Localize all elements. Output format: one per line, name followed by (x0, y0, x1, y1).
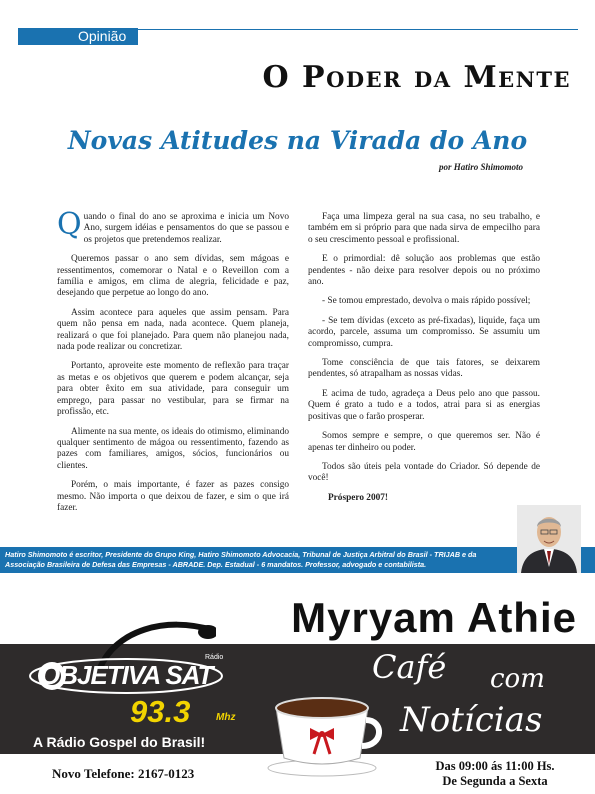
paragraph: - Se tem dívidas (exceto as pré-fixadas), liquide, faça um acordo, parcele, assuma um compromisso. Se assumiu um compromisso, cumpra. (308, 315, 540, 349)
article-column-left (57, 207, 289, 522)
cafe-title: Café (372, 648, 447, 686)
paragraph: Faça uma limpeza geral na sua casa, no seu trabalho, e também em si próprio para que nada sirva de empecilho para o seu crescimento pessoal e profissional. (308, 212, 540, 245)
paragraph: Todos são úteis pela vontade do Criador. Só depende de você! (308, 461, 540, 484)
radio-slogan: A Rádio Gospel do Brasil! (33, 734, 206, 750)
paragraph: Tome consciência de que tais fatores, se deixarem pendentes, só atrapalham as nossas vidas. (308, 358, 540, 380)
radio-advertisement (0, 592, 595, 794)
drop-cap: Q (57, 207, 82, 242)
ad-host-name: Myryam Athie (291, 594, 577, 641)
paragraph: - Se tomou emprestado, devolva o mais rápido possível; (322, 296, 531, 307)
phone-number: Novo Telefone: 2167-0123 (52, 766, 195, 781)
paragraph: E o primordial: dê solução aos problemas que estão pendentes - não deixe para resolver depois ou no próximo ano. (308, 254, 540, 288)
paragraph: Portanto, aproveite este momento de reflexão para traçar as metas e os objetivos que querem e podem alcançar, seja para obter êxito em sua atividade, para conseguir um emprego, para passar no vestibular, para se firmar na profissão, etc. (57, 361, 289, 418)
radio-brand: OBJETIVA SAT (40, 660, 213, 690)
article-byline: por Hatiro Shimomoto (438, 162, 523, 172)
column-title: O Poder da Mente (262, 60, 571, 95)
article-headline: Novas Atitudes na Virada do Ano (67, 126, 528, 155)
radio-frequency-unit: Mhz (216, 712, 236, 723)
author-photo-icon (517, 505, 581, 573)
schedule (405, 759, 585, 789)
paragraph: Porém, o mais importante, é fazer as pazes consigo mesmo. Não importa o que deixou de fazer, e sim o que irá fazer. (57, 480, 289, 513)
radio-small-label: Rádio (205, 654, 224, 661)
paragraph: Assim acontece para aqueles que assim pensam. Para quem não pensa em nada, nada acontece. Quem planeja, realizará o que foi planejado. Para quem não planejou nada, nada pode realizar ou concretizar. (57, 307, 289, 353)
section-label: Opinião (78, 28, 127, 44)
paragraph: Queremos passar o ano sem dívidas, sem mágoas e ressentimentos, comemorar o Natal e o Reveillon com a família e amigos, em clima de alegria, felicidade e paz, desejando que perpetue ao longo do ano. (57, 254, 289, 299)
schedule-hours: Das 09:00 ás 11:00 Hs. (435, 759, 555, 773)
bio-text: Hatiro Shimomoto é escritor, Presidente do Grupo King, Hatiro Shimomoto Advocacia, Tribunal de Justiça Arbitral do Brasil - TRIJAB e da Associação Brasileira de Defesa das Empresas - ABRADE. Dep. Estadual - 6 mandatos. Professor, advogado e contabilista. (5, 550, 477, 569)
first-paragraph (57, 207, 289, 246)
paragraph: E acima de tudo, agradeça a Deus pelo ano que passou. Quem é grato a tudo e a todos, atrai para si as energias positivas que o farão prosperar. (308, 388, 540, 422)
paragraph: Alimente na sua mente, os ideais do otimismo, eliminando qualquer sentimento de mágoa ou ressentimento, fazendo as pazes com familiares, amigos, sócios, funcionários ou clientes. (57, 426, 289, 471)
com-title: com (490, 664, 545, 694)
article-column-right (308, 212, 540, 512)
coffee-cup-icon (262, 688, 382, 778)
noticias-title: Notícias (400, 700, 543, 740)
signoff: Próspero 2007! (328, 492, 388, 503)
paragraph: Somos sempre e sempre, o que queremos ser. Não é apenas ter dinheiro ou poder. (308, 431, 540, 453)
author-portrait (517, 505, 581, 573)
section-rule (138, 29, 578, 30)
radio-frequency: 93.3 (130, 694, 191, 729)
first-paragraph-text: uando o final do ano se aproxima e inicia um Novo Ano, surgem idéias e pensamentos do que se passou e os projetos que pretendemos realizar. (83, 212, 289, 245)
schedule-days: De Segunda a Sexta (442, 774, 548, 788)
